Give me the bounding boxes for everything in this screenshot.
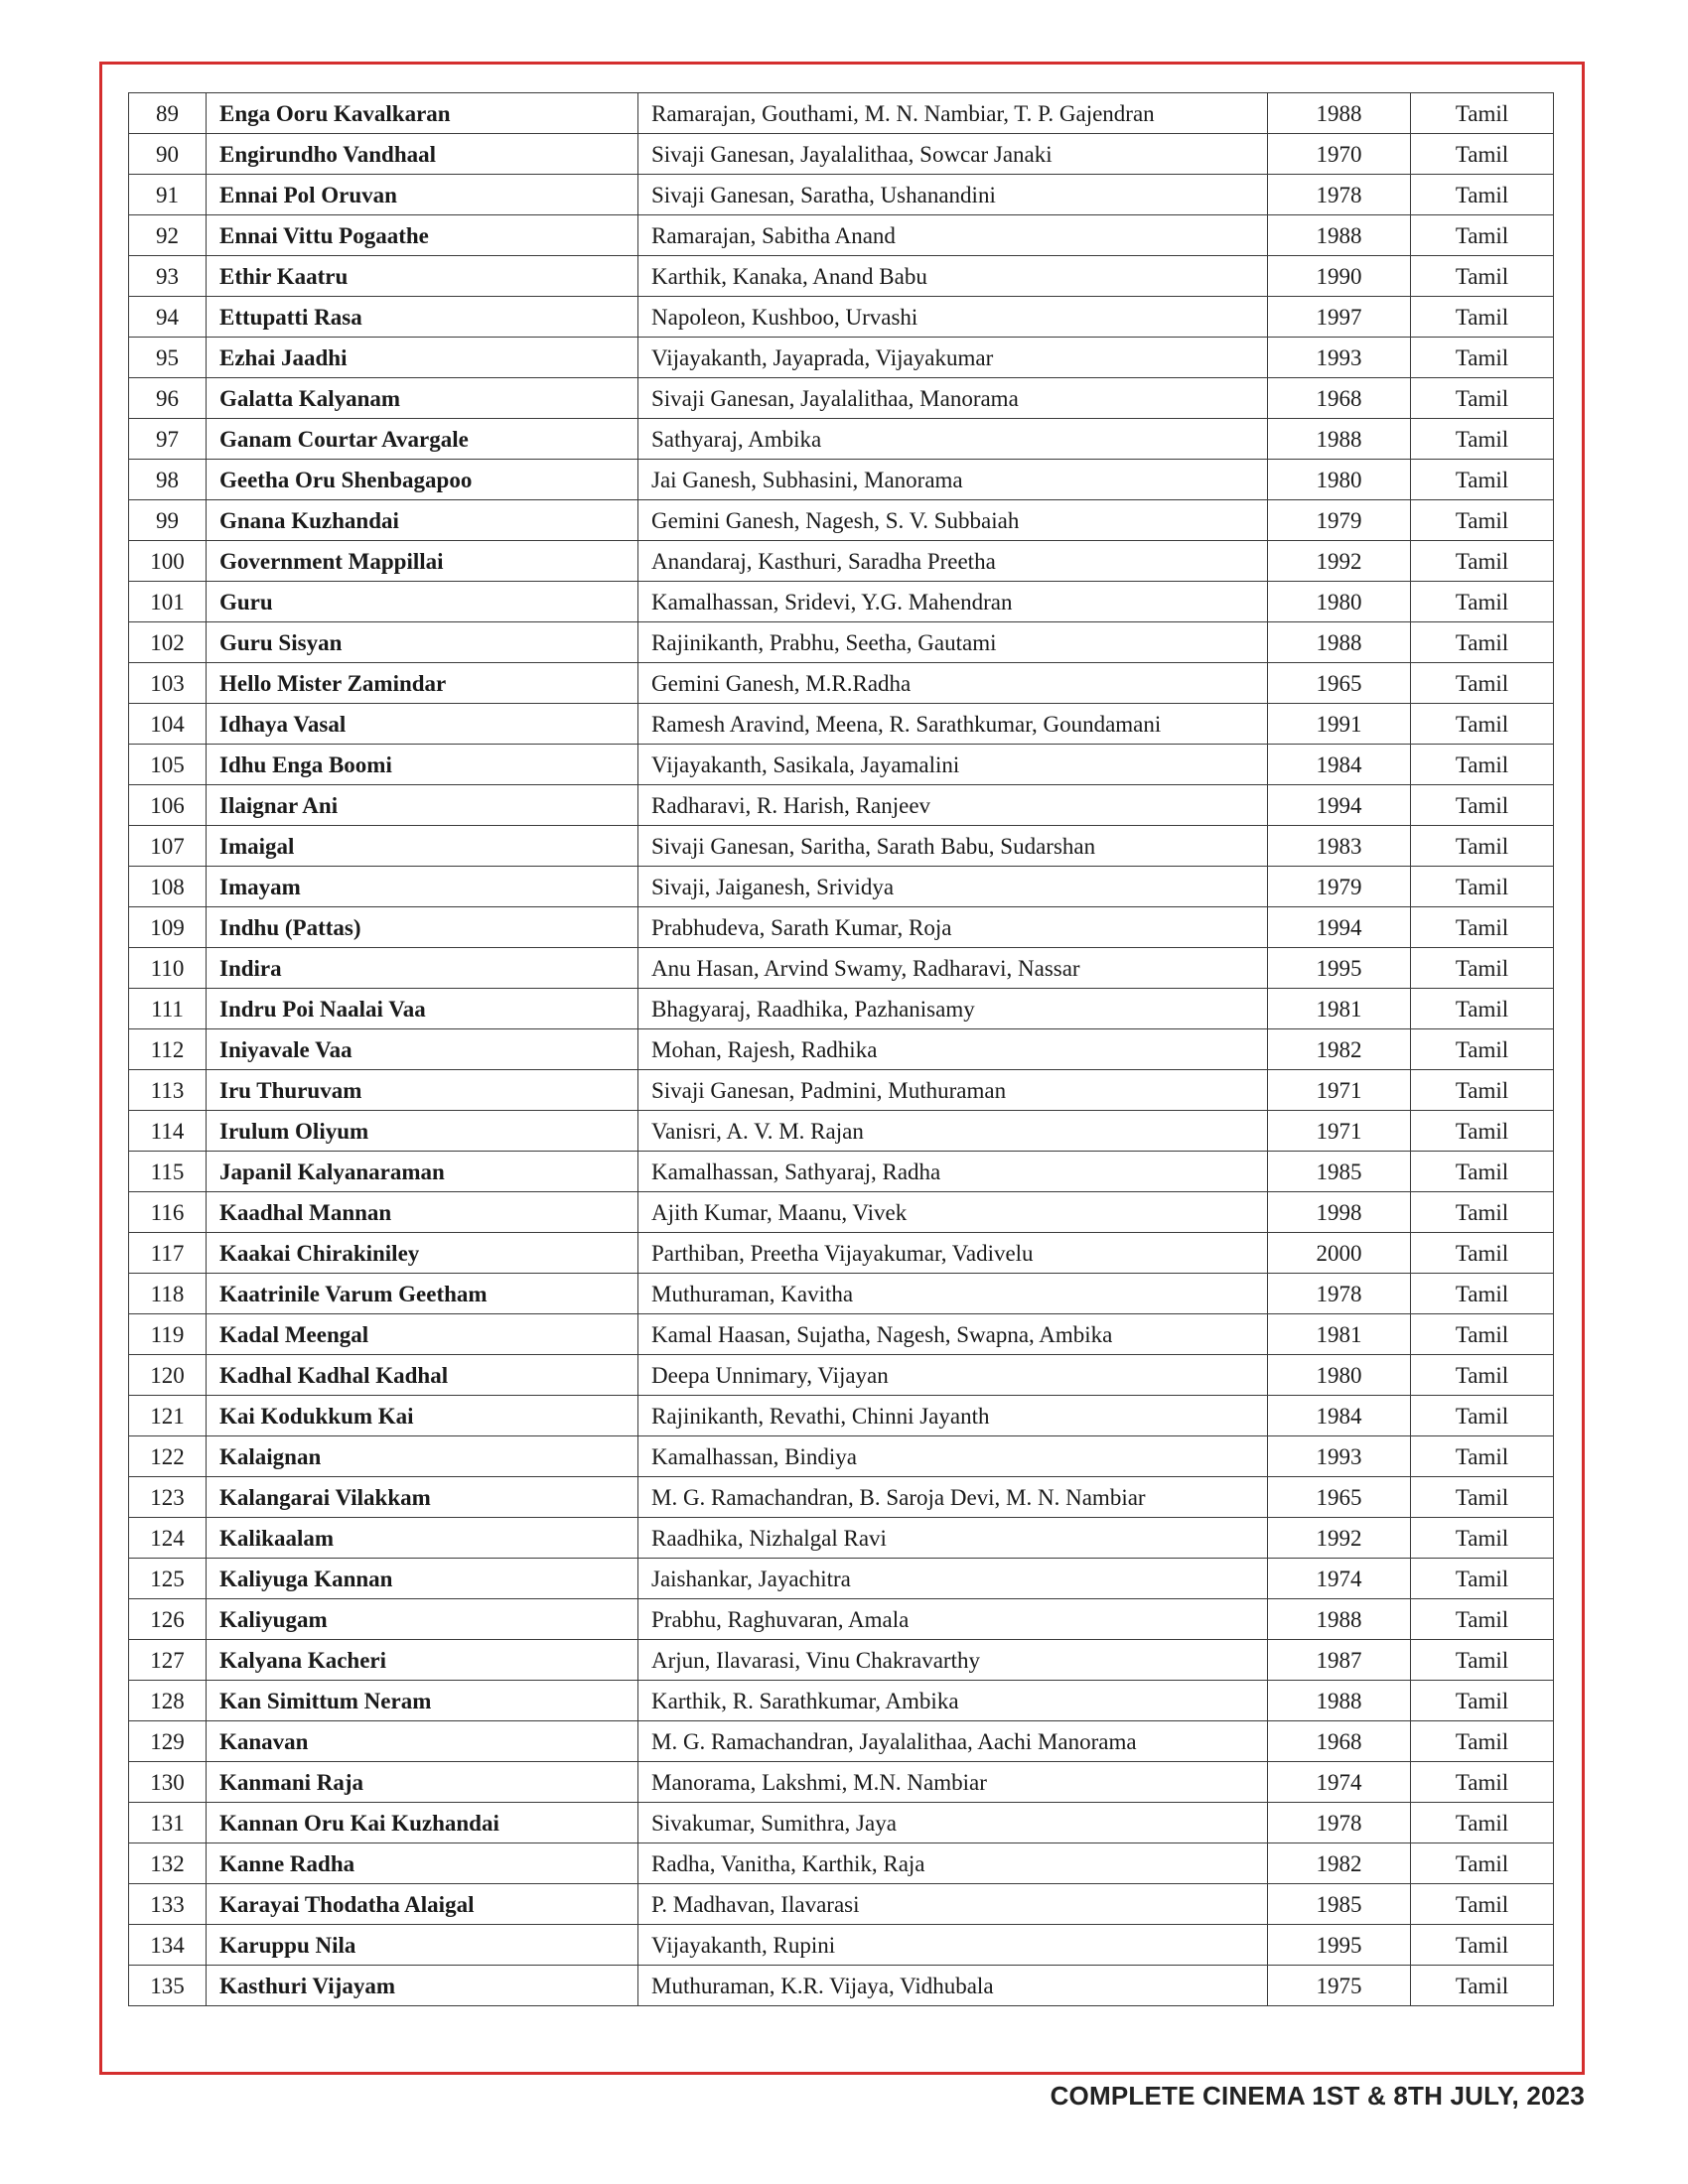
film-cast: Vijayakanth, Jayaprada, Vijayakumar [638, 338, 1268, 378]
row-number: 95 [129, 338, 207, 378]
table-row [129, 867, 1554, 907]
film-cast: Sivaji Ganesan, Saritha, Sarath Babu, Sudarshan [638, 826, 1268, 867]
row-number: 103 [129, 663, 207, 704]
film-language: Tamil [1411, 826, 1554, 867]
film-year: 1985 [1268, 1884, 1411, 1925]
row-number: 102 [129, 622, 207, 663]
film-title: Iru Thuruvam [207, 1070, 638, 1111]
film-title: Kaliyugam [207, 1599, 638, 1640]
film-cast: Deepa Unnimary, Vijayan [638, 1355, 1268, 1396]
row-number: 134 [129, 1925, 207, 1966]
film-language: Tamil [1411, 500, 1554, 541]
table-row [129, 948, 1554, 989]
film-year: 1979 [1268, 500, 1411, 541]
film-year: 1982 [1268, 1029, 1411, 1070]
film-title: Ilaignar Ani [207, 785, 638, 826]
table-row [129, 826, 1554, 867]
row-number: 125 [129, 1559, 207, 1599]
film-language: Tamil [1411, 1274, 1554, 1314]
film-language: Tamil [1411, 215, 1554, 256]
film-language: Tamil [1411, 1314, 1554, 1355]
film-title: Indru Poi Naalai Vaa [207, 989, 638, 1029]
film-title: Ettupatti Rasa [207, 297, 638, 338]
film-cast: Gemini Ganesh, Nagesh, S. V. Subbaiah [638, 500, 1268, 541]
film-language: Tamil [1411, 989, 1554, 1029]
film-language: Tamil [1411, 907, 1554, 948]
film-title: Indira [207, 948, 638, 989]
row-number: 111 [129, 989, 207, 1029]
film-language: Tamil [1411, 1029, 1554, 1070]
film-cast: Napoleon, Kushboo, Urvashi [638, 297, 1268, 338]
film-year: 1974 [1268, 1559, 1411, 1599]
film-cast: M. G. Ramachandran, Jayalalithaa, Aachi Manorama [638, 1721, 1268, 1762]
film-year: 1992 [1268, 1518, 1411, 1559]
film-cast: Karthik, R. Sarathkumar, Ambika [638, 1681, 1268, 1721]
film-title: Kalaignan [207, 1436, 638, 1477]
film-year: 1995 [1268, 948, 1411, 989]
film-title: Kalangarai Vilakkam [207, 1477, 638, 1518]
film-cast: M. G. Ramachandran, B. Saroja Devi, M. N. Nambiar [638, 1477, 1268, 1518]
table-row [129, 460, 1554, 500]
film-year: 1997 [1268, 297, 1411, 338]
film-year: 1978 [1268, 175, 1411, 215]
table-row [129, 1803, 1554, 1843]
film-title: Guru [207, 582, 638, 622]
row-number: 121 [129, 1396, 207, 1436]
film-title: Kalikaalam [207, 1518, 638, 1559]
film-cast: Sivaji Ganesan, Jayalalithaa, Manorama [638, 378, 1268, 419]
film-title: Geetha Oru Shenbagapoo [207, 460, 638, 500]
film-cast: Karthik, Kanaka, Anand Babu [638, 256, 1268, 297]
film-year: 1993 [1268, 1436, 1411, 1477]
film-title: Kanavan [207, 1721, 638, 1762]
film-language: Tamil [1411, 378, 1554, 419]
film-language: Tamil [1411, 948, 1554, 989]
row-number: 122 [129, 1436, 207, 1477]
film-year: 1974 [1268, 1762, 1411, 1803]
table-row [129, 1559, 1554, 1599]
film-cast: Vijayakanth, Rupini [638, 1925, 1268, 1966]
film-year: 1993 [1268, 338, 1411, 378]
table-row [129, 1681, 1554, 1721]
film-cast: Muthuraman, Kavitha [638, 1274, 1268, 1314]
film-title: Karuppu Nila [207, 1925, 638, 1966]
film-language: Tamil [1411, 867, 1554, 907]
table-row [129, 1152, 1554, 1192]
table-row [129, 378, 1554, 419]
film-language: Tamil [1411, 460, 1554, 500]
film-cast: Vanisri, A. V. M. Rajan [638, 1111, 1268, 1152]
row-number: 129 [129, 1721, 207, 1762]
row-number: 90 [129, 134, 207, 175]
film-title: Ethir Kaatru [207, 256, 638, 297]
film-language: Tamil [1411, 1803, 1554, 1843]
row-number: 133 [129, 1884, 207, 1925]
film-year: 1968 [1268, 1721, 1411, 1762]
film-title: Karayai Thodatha Alaigal [207, 1884, 638, 1925]
film-cast: Ramesh Aravind, Meena, R. Sarathkumar, Goundamani [638, 704, 1268, 745]
row-number: 91 [129, 175, 207, 215]
film-year: 1975 [1268, 1966, 1411, 2006]
film-cast: Sathyaraj, Ambika [638, 419, 1268, 460]
table-row [129, 1274, 1554, 1314]
film-year: 1988 [1268, 1599, 1411, 1640]
film-cast: Anu Hasan, Arvind Swamy, Radharavi, Nassar [638, 948, 1268, 989]
film-year: 1984 [1268, 1396, 1411, 1436]
film-title: Imayam [207, 867, 638, 907]
film-year: 1980 [1268, 1355, 1411, 1396]
film-year: 1988 [1268, 1681, 1411, 1721]
film-language: Tamil [1411, 1721, 1554, 1762]
film-year: 1988 [1268, 93, 1411, 134]
film-year: 1965 [1268, 1477, 1411, 1518]
row-number: 126 [129, 1599, 207, 1640]
table-row [129, 419, 1554, 460]
film-language: Tamil [1411, 1233, 1554, 1274]
row-number: 131 [129, 1803, 207, 1843]
film-year: 1987 [1268, 1640, 1411, 1681]
film-title: Kaliyuga Kannan [207, 1559, 638, 1599]
film-cast: Ramarajan, Sabitha Anand [638, 215, 1268, 256]
row-number: 108 [129, 867, 207, 907]
table-row [129, 215, 1554, 256]
film-language: Tamil [1411, 1681, 1554, 1721]
table-row [129, 1518, 1554, 1559]
row-number: 119 [129, 1314, 207, 1355]
row-number: 118 [129, 1274, 207, 1314]
row-number: 105 [129, 745, 207, 785]
film-language: Tamil [1411, 1599, 1554, 1640]
film-title: Kasthuri Vijayam [207, 1966, 638, 2006]
film-language: Tamil [1411, 1559, 1554, 1599]
film-cast: Ramarajan, Gouthami, M. N. Nambiar, T. P. Gajendran [638, 93, 1268, 134]
film-language: Tamil [1411, 541, 1554, 582]
film-cast: Sivaji, Jaiganesh, Srividya [638, 867, 1268, 907]
table-row [129, 541, 1554, 582]
row-number: 97 [129, 419, 207, 460]
film-year: 1970 [1268, 134, 1411, 175]
row-number: 106 [129, 785, 207, 826]
film-cast: Kamalhassan, Bindiya [638, 1436, 1268, 1477]
film-year: 1971 [1268, 1111, 1411, 1152]
film-language: Tamil [1411, 1152, 1554, 1192]
row-number: 113 [129, 1070, 207, 1111]
film-cast: Jai Ganesh, Subhasini, Manorama [638, 460, 1268, 500]
film-title: Kadhal Kadhal Kadhal [207, 1355, 638, 1396]
table-row [129, 1436, 1554, 1477]
film-title: Kanne Radha [207, 1843, 638, 1884]
film-year: 1983 [1268, 826, 1411, 867]
film-cast: Radharavi, R. Harish, Ranjeev [638, 785, 1268, 826]
row-number: 100 [129, 541, 207, 582]
table-row [129, 785, 1554, 826]
film-title: Galatta Kalyanam [207, 378, 638, 419]
film-year: 1984 [1268, 745, 1411, 785]
film-title: Iniyavale Vaa [207, 1029, 638, 1070]
table-row [129, 1111, 1554, 1152]
row-number: 109 [129, 907, 207, 948]
table-row [129, 745, 1554, 785]
film-year: 1988 [1268, 215, 1411, 256]
film-year: 1980 [1268, 460, 1411, 500]
film-year: 1988 [1268, 622, 1411, 663]
film-cast: Prabhudeva, Sarath Kumar, Roja [638, 907, 1268, 948]
film-title: Kannan Oru Kai Kuzhandai [207, 1803, 638, 1843]
film-title: Kaakai Chirakiniley [207, 1233, 638, 1274]
film-language: Tamil [1411, 1762, 1554, 1803]
film-language: Tamil [1411, 1477, 1554, 1518]
film-year: 1981 [1268, 989, 1411, 1029]
row-number: 99 [129, 500, 207, 541]
film-cast: Manorama, Lakshmi, M.N. Nambiar [638, 1762, 1268, 1803]
film-language: Tamil [1411, 785, 1554, 826]
film-cast: Vijayakanth, Sasikala, Jayamalini [638, 745, 1268, 785]
film-title: Engirundho Vandhaal [207, 134, 638, 175]
table-row [129, 1396, 1554, 1436]
table-row [129, 1070, 1554, 1111]
row-number: 104 [129, 704, 207, 745]
film-title: Guru Sisyan [207, 622, 638, 663]
film-title: Idhaya Vasal [207, 704, 638, 745]
row-number: 101 [129, 582, 207, 622]
film-title: Ganam Courtar Avargale [207, 419, 638, 460]
film-year: 1998 [1268, 1192, 1411, 1233]
film-language: Tamil [1411, 175, 1554, 215]
film-cast: Raadhika, Nizhalgal Ravi [638, 1518, 1268, 1559]
film-title: Kaadhal Mannan [207, 1192, 638, 1233]
film-language: Tamil [1411, 663, 1554, 704]
row-number: 114 [129, 1111, 207, 1152]
row-number: 123 [129, 1477, 207, 1518]
film-table-body [129, 93, 1554, 2006]
film-cast: P. Madhavan, Ilavarasi [638, 1884, 1268, 1925]
film-language: Tamil [1411, 297, 1554, 338]
table-row [129, 1925, 1554, 1966]
row-number: 135 [129, 1966, 207, 2006]
table-row [129, 1355, 1554, 1396]
row-number: 92 [129, 215, 207, 256]
film-year: 1982 [1268, 1843, 1411, 1884]
film-cast: Arjun, Ilavarasi, Vinu Chakravarthy [638, 1640, 1268, 1681]
film-language: Tamil [1411, 338, 1554, 378]
film-cast: Radha, Vanitha, Karthik, Raja [638, 1843, 1268, 1884]
row-number: 116 [129, 1192, 207, 1233]
row-number: 96 [129, 378, 207, 419]
table-row [129, 989, 1554, 1029]
table-row [129, 175, 1554, 215]
film-title: Ezhai Jaadhi [207, 338, 638, 378]
film-language: Tamil [1411, 1070, 1554, 1111]
film-year: 2000 [1268, 1233, 1411, 1274]
film-cast: Jaishankar, Jayachitra [638, 1559, 1268, 1599]
film-language: Tamil [1411, 93, 1554, 134]
table-row [129, 1029, 1554, 1070]
film-cast: Kamalhassan, Sridevi, Y.G. Mahendran [638, 582, 1268, 622]
film-year: 1965 [1268, 663, 1411, 704]
table-row [129, 338, 1554, 378]
film-year: 1968 [1268, 378, 1411, 419]
film-year: 1981 [1268, 1314, 1411, 1355]
row-number: 130 [129, 1762, 207, 1803]
film-title: Kanmani Raja [207, 1762, 638, 1803]
film-cast: Sivaji Ganesan, Saratha, Ushanandini [638, 175, 1268, 215]
film-cast: Anandaraj, Kasthuri, Saradha Preetha [638, 541, 1268, 582]
table-row [129, 1884, 1554, 1925]
film-title: Hello Mister Zamindar [207, 663, 638, 704]
film-language: Tamil [1411, 1843, 1554, 1884]
film-title: Kaatrinile Varum Geetham [207, 1274, 638, 1314]
table-row [129, 93, 1554, 134]
film-language: Tamil [1411, 1518, 1554, 1559]
film-language: Tamil [1411, 134, 1554, 175]
table-row [129, 663, 1554, 704]
film-cast: Kamalhassan, Sathyaraj, Radha [638, 1152, 1268, 1192]
film-title: Enga Ooru Kavalkaran [207, 93, 638, 134]
table-row [129, 1192, 1554, 1233]
film-title: Kalyana Kacheri [207, 1640, 638, 1681]
row-number: 98 [129, 460, 207, 500]
film-year: 1971 [1268, 1070, 1411, 1111]
table-row [129, 500, 1554, 541]
film-title: Japanil Kalyanaraman [207, 1152, 638, 1192]
row-number: 132 [129, 1843, 207, 1884]
film-year: 1978 [1268, 1803, 1411, 1843]
film-cast: Ajith Kumar, Maanu, Vivek [638, 1192, 1268, 1233]
film-year: 1979 [1268, 867, 1411, 907]
row-number: 128 [129, 1681, 207, 1721]
film-cast: Mohan, Rajesh, Radhika [638, 1029, 1268, 1070]
film-year: 1991 [1268, 704, 1411, 745]
row-number: 94 [129, 297, 207, 338]
table-row [129, 1843, 1554, 1884]
film-title: Kadal Meengal [207, 1314, 638, 1355]
film-language: Tamil [1411, 582, 1554, 622]
film-language: Tamil [1411, 1396, 1554, 1436]
film-year: 1990 [1268, 256, 1411, 297]
row-number: 89 [129, 93, 207, 134]
table-row [129, 1599, 1554, 1640]
film-language: Tamil [1411, 1436, 1554, 1477]
film-cast: Rajinikanth, Prabhu, Seetha, Gautami [638, 622, 1268, 663]
table-row [129, 256, 1554, 297]
film-title: Gnana Kuzhandai [207, 500, 638, 541]
row-number: 112 [129, 1029, 207, 1070]
film-language: Tamil [1411, 745, 1554, 785]
film-year: 1985 [1268, 1152, 1411, 1192]
film-language: Tamil [1411, 1355, 1554, 1396]
film-title: Ennai Vittu Pogaathe [207, 215, 638, 256]
row-number: 110 [129, 948, 207, 989]
film-year: 1994 [1268, 785, 1411, 826]
film-language: Tamil [1411, 1192, 1554, 1233]
film-year: 1992 [1268, 541, 1411, 582]
row-number: 93 [129, 256, 207, 297]
film-year: 1978 [1268, 1274, 1411, 1314]
table-row [129, 704, 1554, 745]
film-language: Tamil [1411, 1111, 1554, 1152]
row-number: 127 [129, 1640, 207, 1681]
table-row [129, 1640, 1554, 1681]
film-title: Kai Kodukkum Kai [207, 1396, 638, 1436]
film-year: 1988 [1268, 419, 1411, 460]
film-year: 1995 [1268, 1925, 1411, 1966]
film-language: Tamil [1411, 1966, 1554, 2006]
table-row [129, 1314, 1554, 1355]
row-number: 107 [129, 826, 207, 867]
film-cast: Sivaji Ganesan, Jayalalithaa, Sowcar Janaki [638, 134, 1268, 175]
film-language: Tamil [1411, 1925, 1554, 1966]
film-title: Kan Simittum Neram [207, 1681, 638, 1721]
table-row [129, 622, 1554, 663]
film-title: Imaigal [207, 826, 638, 867]
film-language: Tamil [1411, 1884, 1554, 1925]
film-title: Irulum Oliyum [207, 1111, 638, 1152]
table-row [129, 1762, 1554, 1803]
film-table [128, 92, 1554, 2006]
film-language: Tamil [1411, 704, 1554, 745]
film-cast: Prabhu, Raghuvaran, Amala [638, 1599, 1268, 1640]
film-cast: Kamal Haasan, Sujatha, Nagesh, Swapna, Ambika [638, 1314, 1268, 1355]
table-row [129, 297, 1554, 338]
table-row [129, 1233, 1554, 1274]
row-number: 124 [129, 1518, 207, 1559]
film-title: Idhu Enga Boomi [207, 745, 638, 785]
film-cast: Muthuraman, K.R. Vijaya, Vidhubala [638, 1966, 1268, 2006]
footer-publication-date: COMPLETE CINEMA 1ST & 8TH JULY, 2023 [1050, 2081, 1585, 2111]
row-number: 117 [129, 1233, 207, 1274]
film-language: Tamil [1411, 1640, 1554, 1681]
film-year: 1980 [1268, 582, 1411, 622]
film-title: Indhu (Pattas) [207, 907, 638, 948]
film-language: Tamil [1411, 419, 1554, 460]
table-row [129, 1966, 1554, 2006]
table-row [129, 1721, 1554, 1762]
row-number: 120 [129, 1355, 207, 1396]
film-year: 1994 [1268, 907, 1411, 948]
film-title: Ennai Pol Oruvan [207, 175, 638, 215]
film-cast: Sivakumar, Sumithra, Jaya [638, 1803, 1268, 1843]
film-title: Government Mappillai [207, 541, 638, 582]
film-cast: Sivaji Ganesan, Padmini, Muthuraman [638, 1070, 1268, 1111]
film-language: Tamil [1411, 256, 1554, 297]
row-number: 115 [129, 1152, 207, 1192]
film-cast: Rajinikanth, Revathi, Chinni Jayanth [638, 1396, 1268, 1436]
table-row [129, 582, 1554, 622]
table-row [129, 134, 1554, 175]
film-language: Tamil [1411, 622, 1554, 663]
table-row [129, 907, 1554, 948]
table-row [129, 1477, 1554, 1518]
film-cast: Gemini Ganesh, M.R.Radha [638, 663, 1268, 704]
film-cast: Bhagyaraj, Raadhika, Pazhanisamy [638, 989, 1268, 1029]
film-cast: Parthiban, Preetha Vijayakumar, Vadivelu [638, 1233, 1268, 1274]
